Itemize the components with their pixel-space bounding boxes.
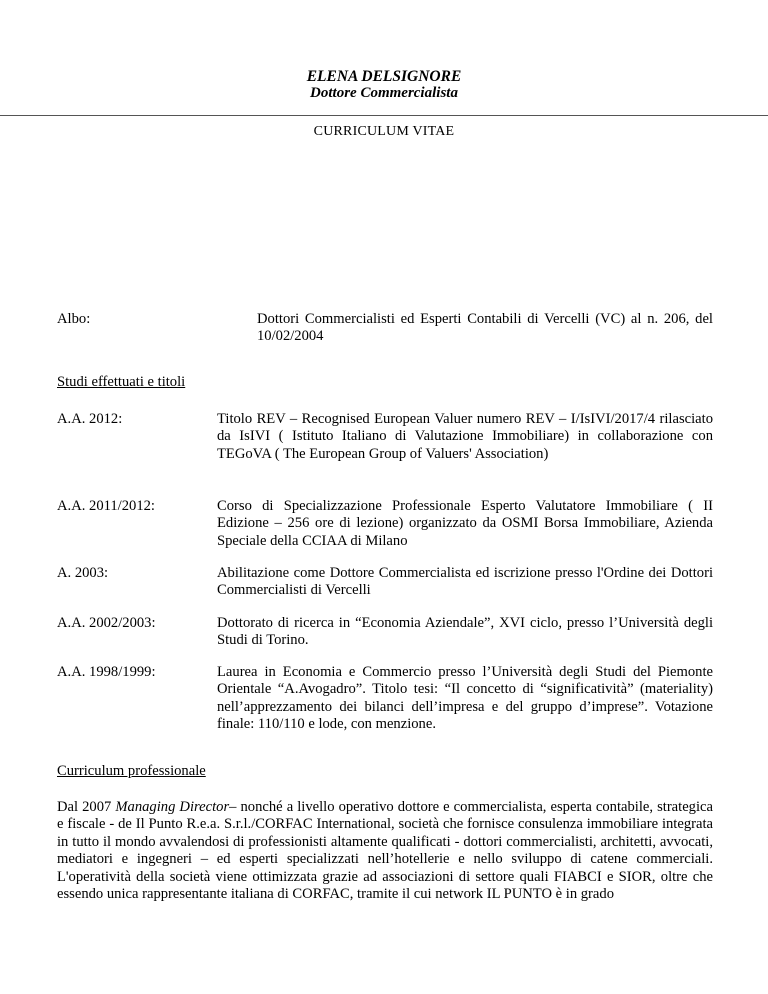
albo-value: Dottori Commercialisti ed Esperti Contabili di Vercelli (VC) al n. 206, del 10/02/2004 [257,311,713,345]
study-year: A.A. 1998/1999: [57,664,156,680]
professional-role: Managing Director [115,799,230,815]
study-description: Laurea in Economia e Commercio presso l’Università degli Studi del Piemonte Orientale “A.Avogadro”. Titolo tesi: “Il concetto di “significatività” (materiality) nell’apprezzamento dei bilanci dell’impresa e del gruppo d’imprese”. Votazione finale: 110/110 e lode, con menzione. [217,664,713,733]
author-profession: Dottore Commercialista [310,85,458,101]
albo-label: Albo: [57,311,91,327]
document-header [0,68,768,102]
professional-prefix: Dal 2007 [57,799,116,815]
author-name: ELENA DELSIGNORE [306,68,462,85]
study-description: Titolo REV – Recognised European Valuer numero REV – I/IsIVI/2017/4 rilasciato da IsIVI ( Istituto Italiano di Valutazione Immobiliare) in collaborazione con TEGoVA ( The European Group of Valuers' Association) [217,411,713,462]
study-year: A.A. 2011/2012: [57,498,155,514]
study-year: A.A. 2012: [57,411,123,427]
study-year: A. 2003: [57,565,109,581]
professional-paragraph [57,799,713,903]
study-description: Abilitazione come Dottore Commercialista ed iscrizione presso l'Ordine dei Dottori Commercialisti di Vercelli [217,565,713,599]
studies-heading: Studi effettuati e titoli [57,374,186,390]
study-description: Dottorato di ricerca in “Economia Aziendale”, XVI ciclo, presso l’Università degli Studi di Torino. [217,615,713,649]
study-year: A.A. 2002/2003: [57,615,156,631]
study-description: Corso di Specializzazione Professionale Esperto Valutatore Immobiliare ( II Edizione – 256 ore di lezione) organizzato da OSMI Borsa Immobiliare, Azienda Speciale della CCIAA di Milano [217,498,713,549]
professional-heading: Curriculum professionale [57,763,206,779]
document-title: CURRICULUM VITAE [313,124,455,139]
professional-body: – nonché a livello operativo dottore e commercialista, esperta contabile, strategica e fiscale - de Il Punto R.e.a. S.r.l./CORFAC International, società che fornisce consulenza immobiliare integrata in tutto il mondo avvalendosi di professionisti altamente qualificati - dottori commercialisti, architetti, avvocati, mediatori e ingegneri – ed esperti specializzati nell’hotellerie e nello sviluppo di catene commerciali. L'operatività della società viene ottimizzata grazie ad associazioni di settore quali FIABCI e SIOR, oltre che essendo unica rappresentante italiana di CORFAC, tramite il cui network IL PUNTO è in grado [57,799,713,903]
header-divider [0,115,768,116]
